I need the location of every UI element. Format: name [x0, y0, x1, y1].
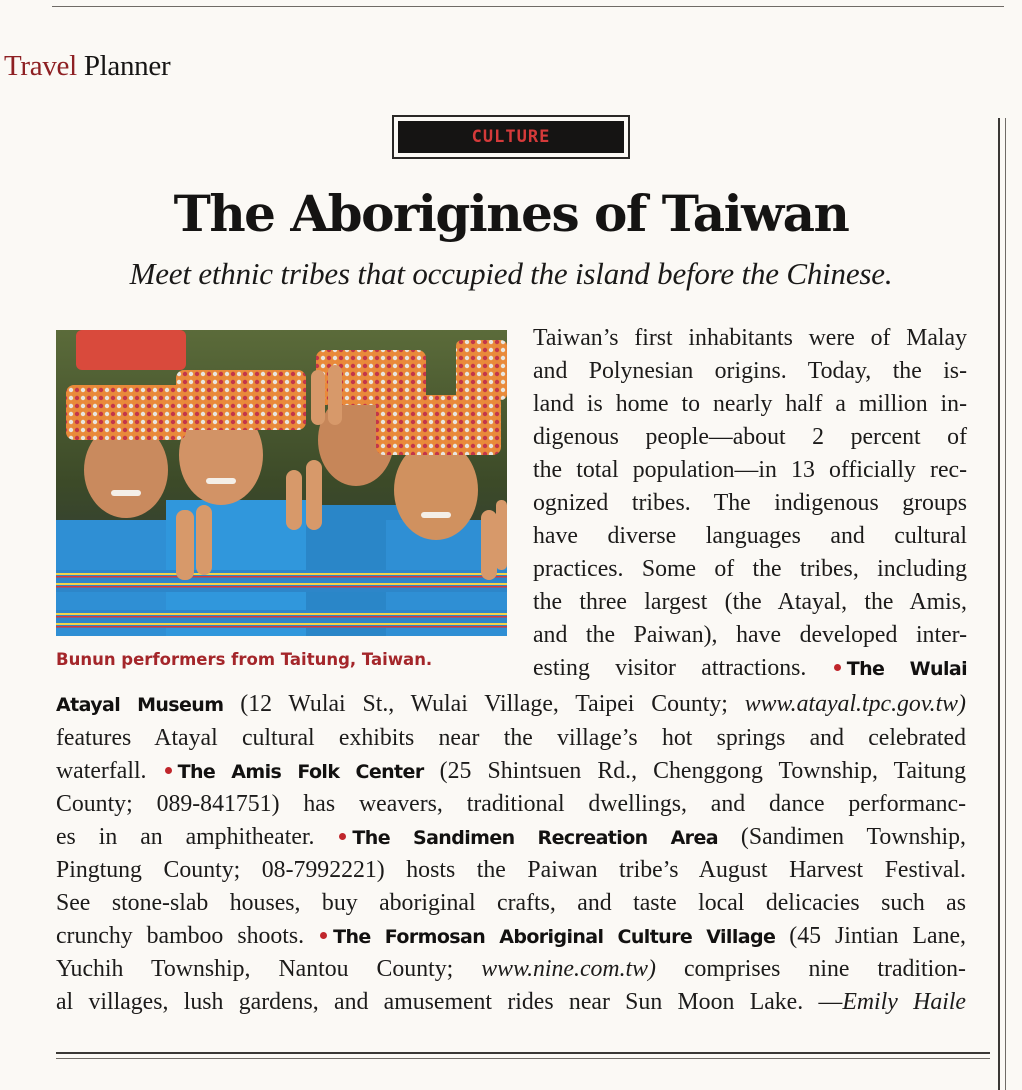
bullet-icon [165, 767, 172, 774]
column-line: the three largest (the Atayal, the Amis, [533, 589, 967, 615]
body-text-span: crunchy bamboo shoots. [56, 923, 319, 949]
article-photo [56, 330, 507, 636]
column-line-last [533, 652, 967, 685]
wulai-url: www.atayal.tpc.gov.tw) [744, 691, 966, 717]
body-line [56, 920, 966, 953]
column-line: practices. Some of the tribes, including [533, 556, 967, 582]
nine-url: www.nine.com.tw) [481, 956, 656, 982]
section-label-planner: Planner [83, 50, 171, 82]
body-text-span: al villages, lush gardens, and amusement rides near Sun Moon Lake. — [56, 989, 843, 1015]
section-label [4, 50, 170, 83]
body-text-span: (25 Shintsuen Rd., Chenggong Township, Taitung [423, 758, 966, 784]
column-line: Taiwan’s first inhabitants were of Malay [533, 325, 967, 351]
body-line: features Atayal cultural exhibits near the village’s hot springs and celebrated [56, 725, 966, 751]
section-label-travel: Travel [4, 50, 77, 82]
bullet-icon [339, 833, 346, 840]
column-line: ognized tribes. The indigenous groups [533, 490, 967, 516]
venue-wulai-part1: The Wulai [846, 658, 967, 680]
body-line [56, 821, 966, 854]
byline: Emily Haile [842, 989, 966, 1015]
category-tag [392, 115, 630, 159]
article-headline: The Aborigines of Taiwan [173, 184, 849, 243]
column-line: have diverse languages and cultural [533, 523, 967, 549]
venue-sandimen: The Sandimen Recreation Area [352, 827, 718, 849]
body-line: See stone-slab houses, buy aboriginal crafts, and taste local delicacies such as [56, 890, 966, 916]
body-text-span: (45 Jintian Lane, [775, 923, 966, 949]
column-line: the total population—in 13 officially rec- [533, 457, 967, 483]
venue-wulai-part2: Atayal Museum [56, 694, 224, 716]
column-line: and Polynesian origins. Today, the is- [533, 358, 967, 384]
body-line: Pingtung County; 08-7992221) hosts the Paiwan tribe’s August Harvest Festival. [56, 857, 966, 883]
body-text-span: es in an amphitheater. [56, 824, 338, 850]
column-line: digenous people—about 2 percent of [533, 424, 967, 450]
body-text-span: waterfall. [56, 758, 163, 784]
column-line-text: esting visitor attractions. [533, 655, 807, 681]
bottom-rule [56, 1052, 990, 1054]
body-line [56, 953, 966, 986]
body-line [56, 688, 966, 721]
body-text-span: comprises nine tradition- [655, 956, 966, 982]
photo-caption: Bunun performers from Taitung, Taiwan. [56, 650, 433, 669]
bullet-icon [320, 932, 327, 939]
body-text-span: (Sandimen Township, [717, 824, 966, 850]
body-line: County; 089-841751) has weavers, traditional dwellings, and dance performanc- [56, 791, 966, 817]
venue-formosan: The Formosan Aboriginal Culture Village [333, 926, 776, 948]
body-line-last [56, 986, 966, 1019]
category-tag-inner [398, 121, 624, 153]
bullet-icon [834, 664, 841, 671]
performers-photo-illustration [56, 330, 507, 636]
article-deck: Meet ethnic tribes that occupied the island before the Chinese. [129, 256, 893, 291]
category-tag-label: CULTURE [471, 127, 551, 147]
column-line: and the Paiwan), have developed inter- [533, 622, 967, 648]
column-line: land is home to nearly half a million in- [533, 391, 967, 417]
venue-amis: The Amis Folk Center [177, 761, 424, 783]
bottom-rule-thin [56, 1058, 990, 1059]
top-rule [52, 6, 1004, 7]
body-text-span: (12 Wulai St., Wulai Village, Taipei County; [223, 691, 745, 717]
body-line [56, 755, 966, 788]
body-text-span: Yuchih Township, Nantou County; [56, 956, 482, 982]
